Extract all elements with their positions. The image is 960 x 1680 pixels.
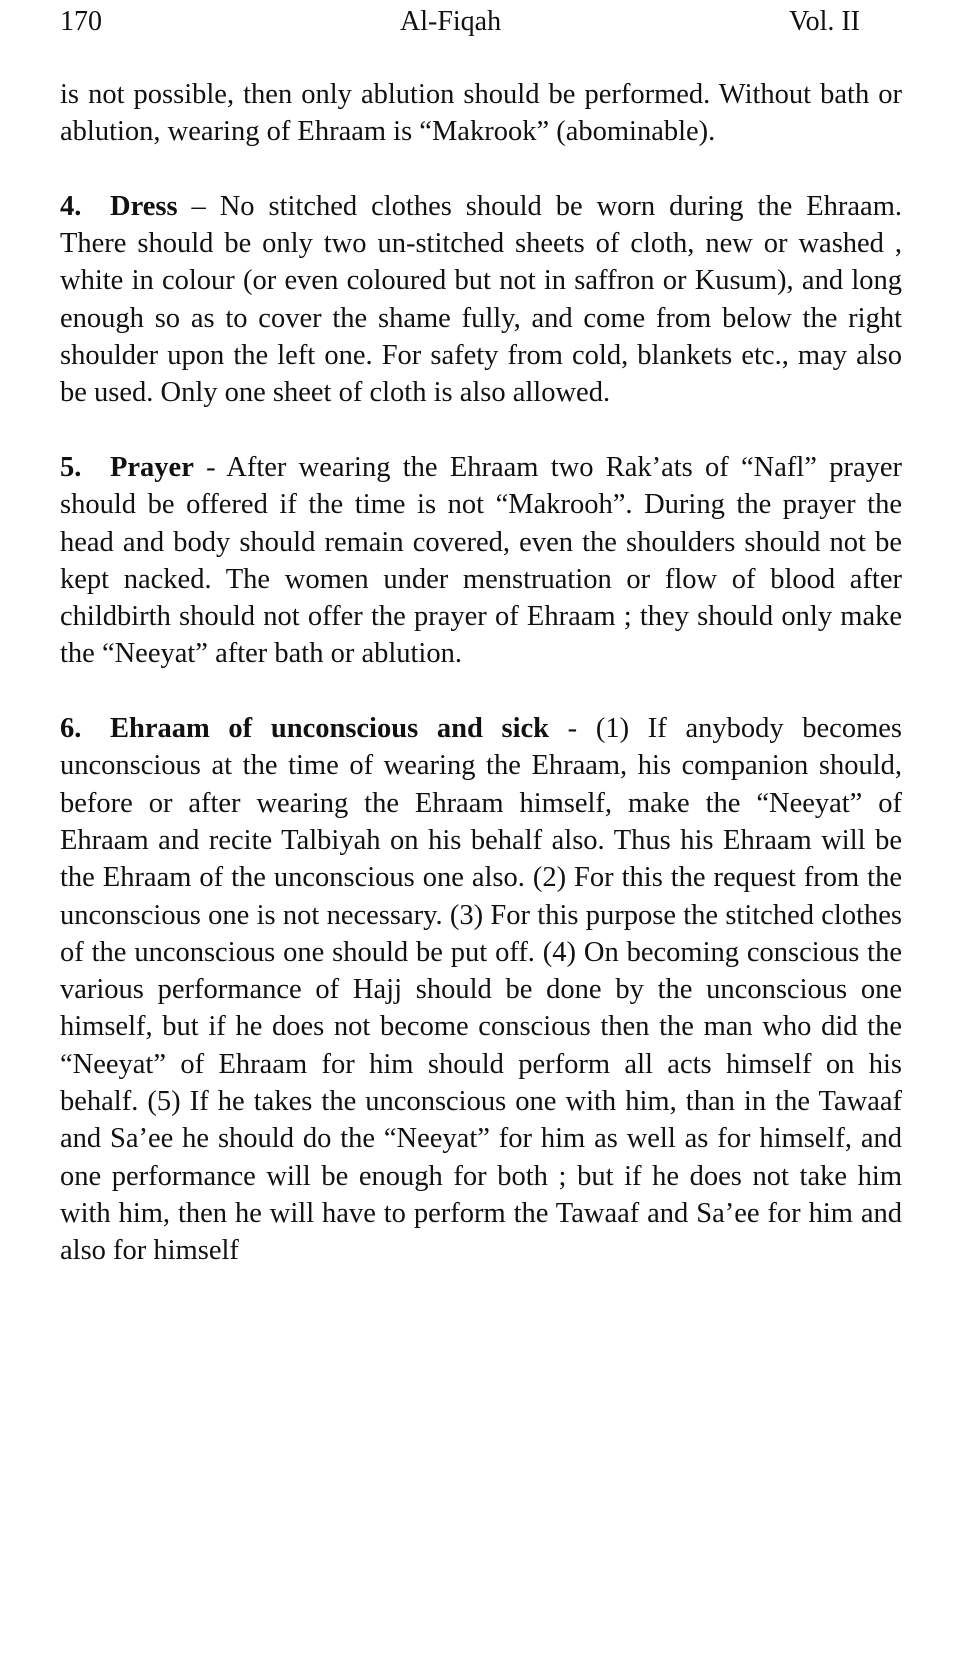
- paragraph-dress: [60, 188, 902, 412]
- paragraph-text: - After wearing the Ehraam two Rak’ats of “Nafl” prayer should be offered if the time is not “Makrooh”. During the prayer the head and body should remain covered, even the shoulders should not be kept nacked. The women under menstruation or flow of blood after childbirth should not offer the prayer of Ehraam ; they should only make the “Neeyat” after bath or ablution.: [60, 451, 902, 670]
- paragraph-number: 6.: [60, 713, 82, 745]
- paragraph-number: 4.: [60, 190, 82, 222]
- page-number: 170: [60, 6, 102, 37]
- running-header: [60, 2, 860, 42]
- book-title: Al-Fiqah: [400, 6, 502, 37]
- paragraph-heading: Prayer: [110, 451, 194, 483]
- volume-label: Vol. II: [788, 6, 860, 37]
- paragraph-text: - (1) If anybody becomes unconscious at the time of wearing the Ehraam, his companion should, before or after wearing the Ehraam himself, make the “Neeyat” of Ehraam and recite Talbiyah on his behalf also. Thus his Ehraam will be the Ehraam of the unconscious one also. (2) For this the request from the unconscious one is not necessary. (3) For this purpose the stitched clothes of the unconscious one should be put off. (4) On becoming conscious the various performance of Hajj should be done by the unconscious one himself, but if he does not become conscious then the man who did the “Neeyat” of Ehraam for him should perform all acts himself on his behalf. (5) If he takes the unconscious one with him, than in the Tawaaf and Sa’ee he should do the “Neeyat” for him as well as for himself, and one performance will be enough for both ; but if he does not take him with him, then he will have to perform the Tawaaf and Sa’ee for him and also for himself: [60, 713, 902, 1267]
- paragraph-heading: Dress: [110, 190, 178, 222]
- paragraph-continuation: [60, 76, 902, 151]
- paragraph-number: 5.: [60, 451, 82, 483]
- paragraph-unconscious: [60, 710, 902, 1269]
- paragraph-heading: Ehraam of unconscious and sick: [110, 713, 549, 745]
- paragraph-prayer: [60, 449, 902, 673]
- paragraph-text: – No stitched clothes should be worn during the Ehraam. There should be only two un-stitched sheets of cloth, new or washed , white in colour (or even coloured but not in saffron or Kusum), and long enough so as to cover the shame fully, and come from below the right shoulder upon the left one. For safety from cold, blankets etc., may also be used. Only one sheet of cloth is also allowed.: [60, 190, 902, 409]
- page-body: [60, 76, 902, 1270]
- paragraph-text: is not possible, then only ablution should be performed. Without bath or ablution, wearing of Ehraam is “Makrook” (abominable).: [60, 79, 902, 148]
